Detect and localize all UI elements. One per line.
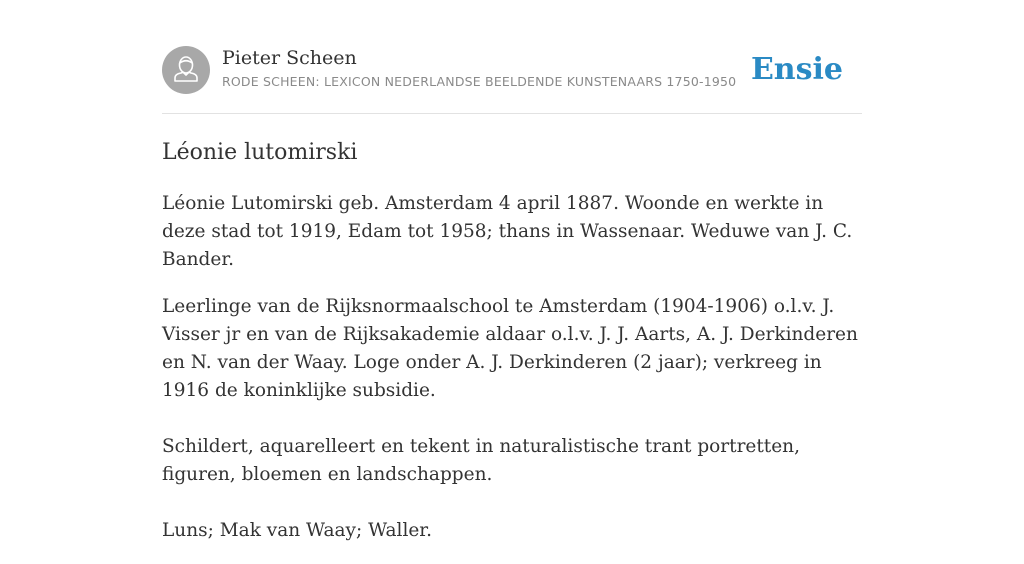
article-body xyxy=(162,190,862,564)
article-title: Léonie lutomirski xyxy=(162,140,358,165)
author-name[interactable]: Pieter Scheen xyxy=(222,47,357,69)
article-paragraph: Leerlinge van de Rijksnormaalschool te Amsterdam (1904-1906) o.l.v. J. Visser jr en van de Rijksakademie aldaar o.l.v. J. J. Aarts, A. J. Derkinderen en N. van der Waay. Loge onder A. J. Derkinderen (2 jaar); verkreeg in 1916 de koninklijke subsidie. Schildert, aquarelleert en tekent in naturalistische trant portretten, figuren, bloemen en landschappen. Luns; Mak van Waay; Waller. xyxy=(162,296,858,541)
article-header xyxy=(162,46,862,96)
source-name[interactable]: RODE SCHEEN: LEXICON NEDERLANDSE BEELDENDE KUNSTENAARS 1750-1950 xyxy=(222,74,737,89)
ensie-logo[interactable]: Ensie xyxy=(750,52,843,87)
user-silhouette-icon xyxy=(162,46,210,94)
article-paragraph: Léonie Lutomirski geb. Amsterdam 4 april 1887. Woonde en werkte in deze stad tot 1919, Edam tot 1958; thans in Wassenaar. Weduwe van J. C. Bander. xyxy=(162,193,853,270)
header-divider xyxy=(162,113,862,114)
author-avatar[interactable] xyxy=(162,46,210,94)
